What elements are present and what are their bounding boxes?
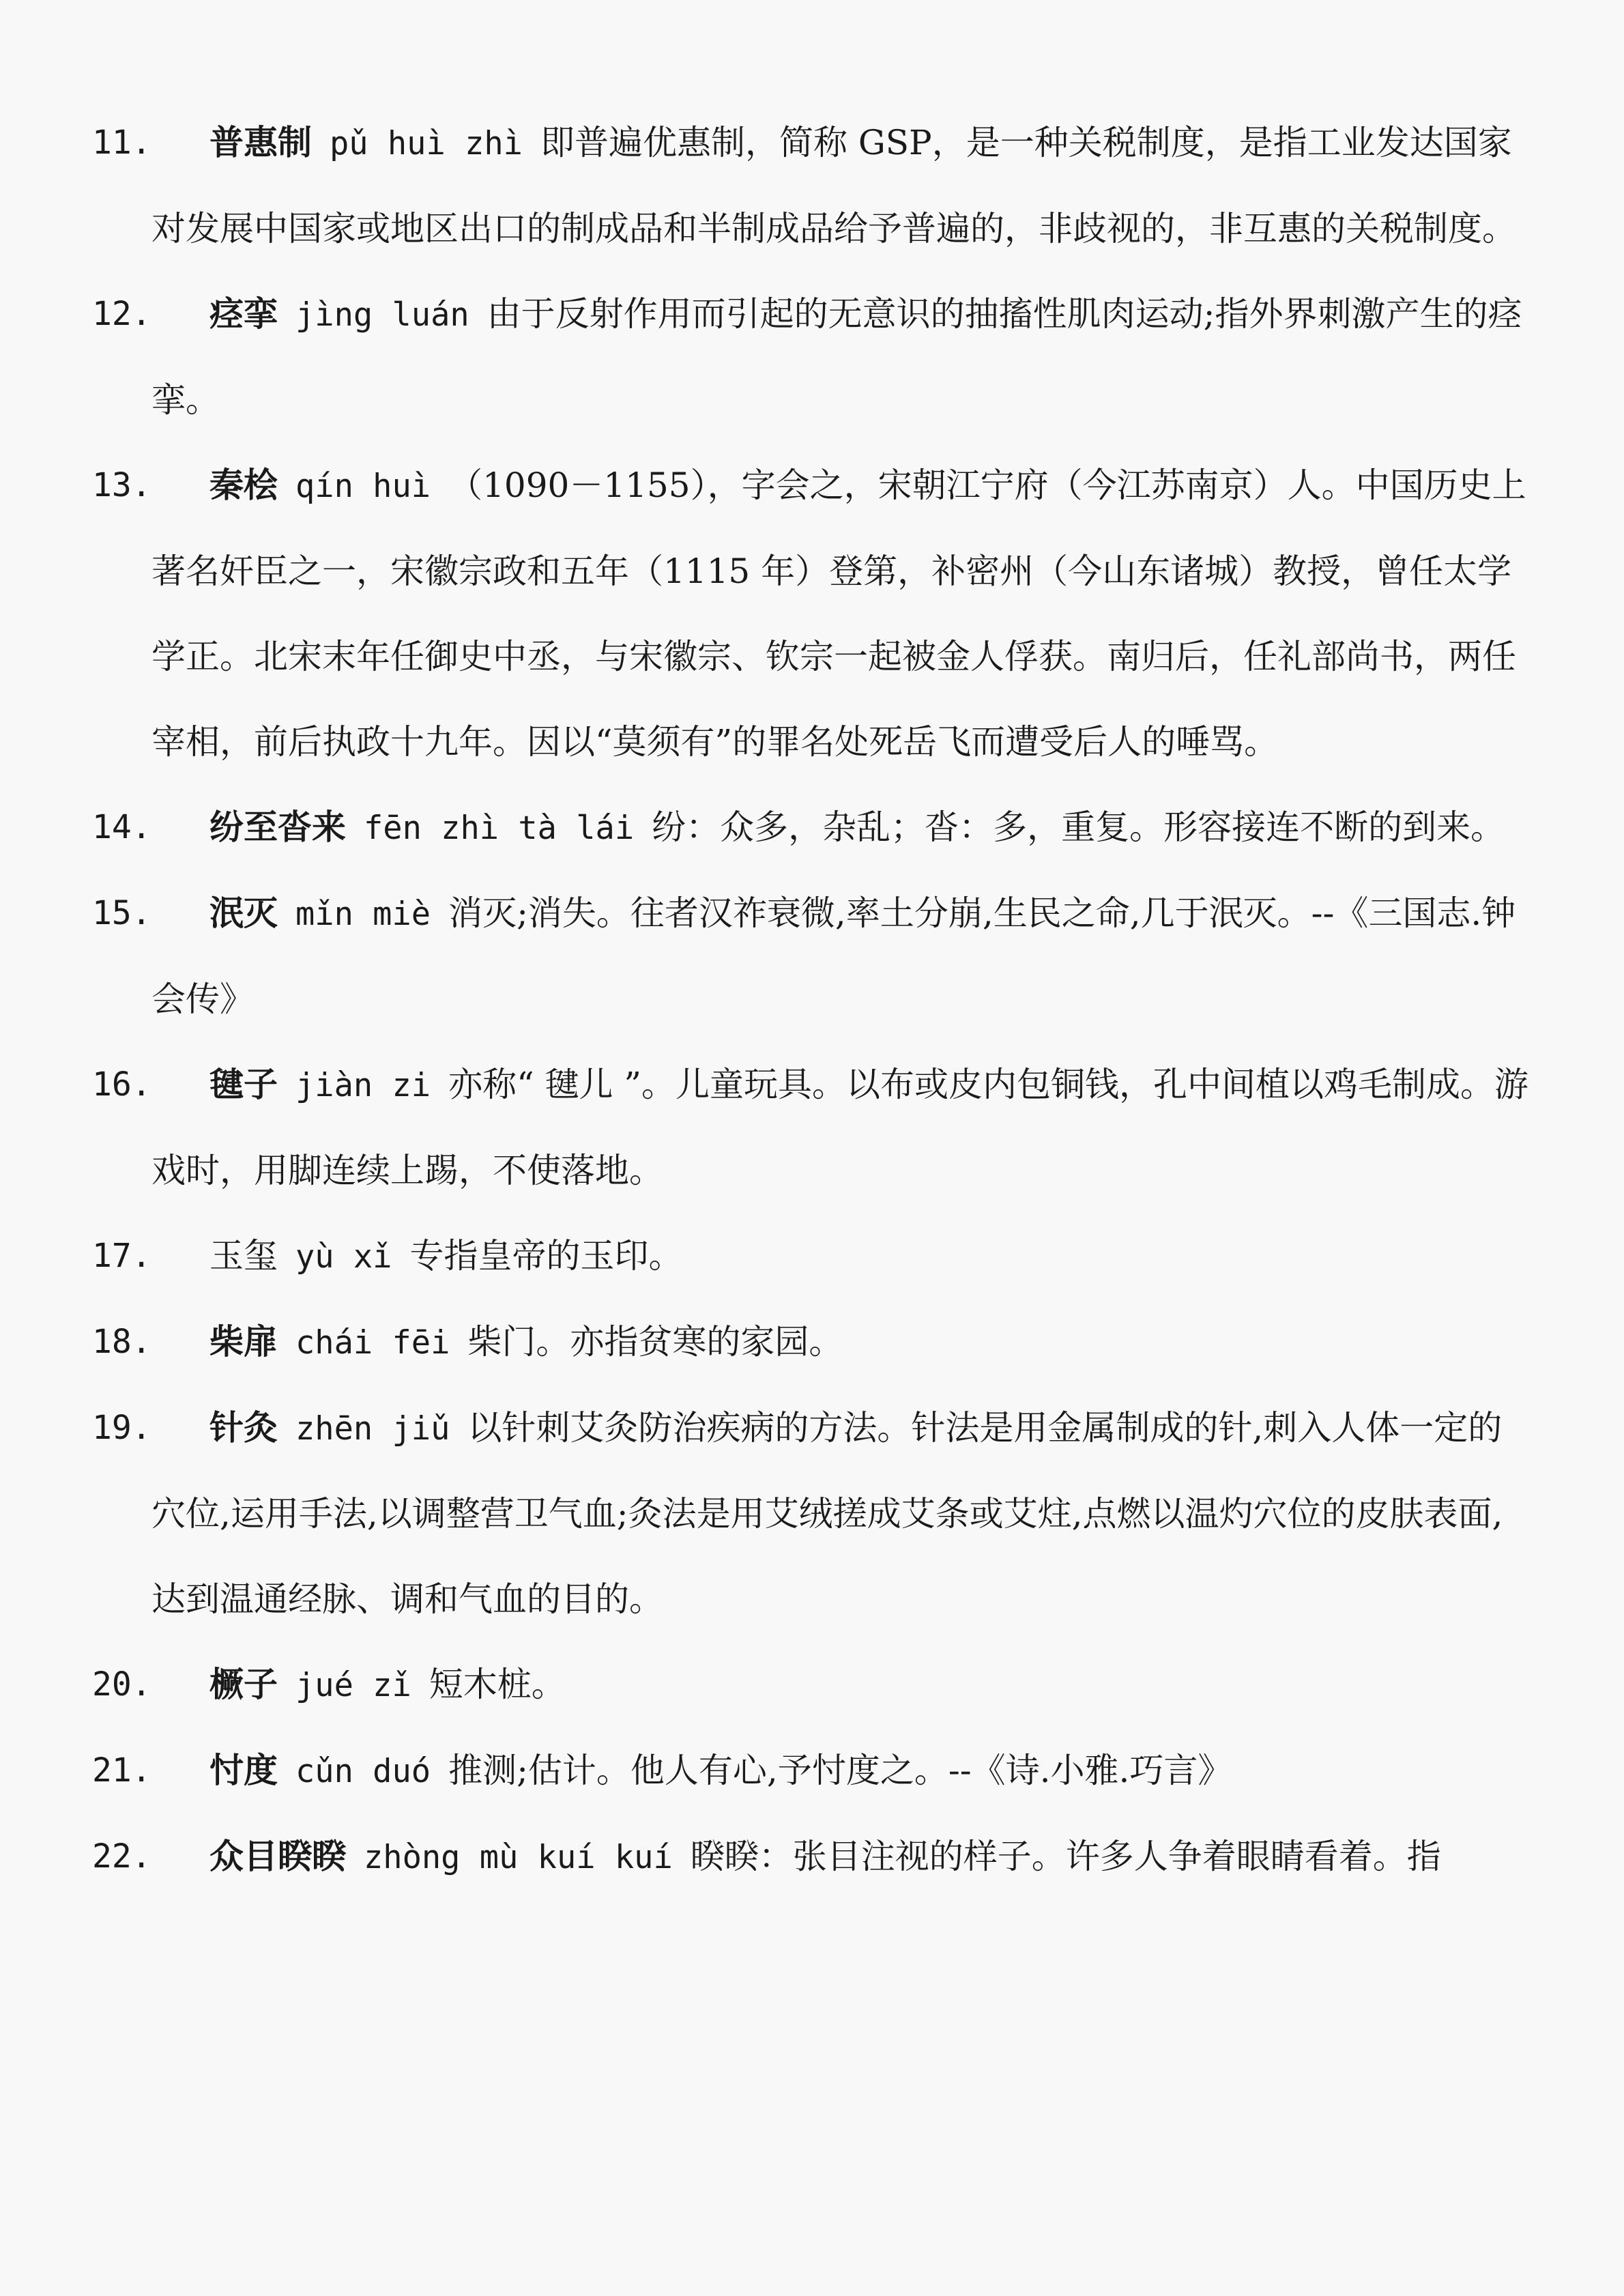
entry-definition: 消灭;消失。往者汉祚衰微,率土分崩,生民之命,几于泯灭。--《三国志.钟会传》 [151,893,1516,1019]
entry-pinyin: qín huì [295,468,431,505]
entry-term: 柴扉 [209,1322,278,1362]
entry-number: 11. [92,124,151,162]
entry-body [151,1642,1532,1728]
entry-term: 秦桧 [209,465,278,505]
entry-definition: 即普遍优惠制，简称 GSP，是一种关税制度，是指工业发达国家对发展中国家或地区出口的制成品和半制成品给予普遍的，非歧视的，非互惠的关税制度。 [151,123,1516,248]
entry-body [151,1386,1532,1642]
glossary-entry [0,443,1624,785]
glossary-entry [0,871,1624,1042]
entry-definition: 睽睽：张目注视的样子。许多人争着眼睛看着。指 [690,1837,1441,1876]
entry-number: 12. [92,295,151,333]
entry-definition: 短木桩。 [429,1665,566,1704]
entry-term: 毽子 [209,1065,278,1104]
entry-number: 17. [92,1237,151,1275]
glossary-entry [0,1300,1624,1386]
entry-pinyin: chái fēi [295,1324,450,1362]
entry-term: 忖度 [209,1751,278,1790]
entry-number: 15. [92,894,151,932]
glossary-list [0,100,1624,1900]
entry-body [151,443,1532,785]
entry-pinyin: jiàn zi [295,1067,431,1104]
entry-definition: 亦称“ 毽儿 ”。儿童玩具。以布或皮内包铜钱，孔中间植以鸡毛制成。游戏时，用脚连续上踢，不使落地。 [151,1065,1528,1190]
entry-pinyin: yù xǐ [295,1238,392,1276]
entry-definition: 纷：众多，杂乱；沓：多，重复。形容接连不断的到来。 [652,807,1505,847]
entry-number: 16. [92,1065,151,1104]
entry-term: 针灸 [209,1408,278,1448]
glossary-entry [0,100,1624,272]
entry-term: 橛子 [209,1665,278,1704]
entry-number: 14. [92,808,151,846]
entry-body [151,1214,1532,1300]
glossary-entry [0,272,1624,443]
entry-definition: 推测;估计。他人有心,予忖度之。--《诗.小雅.巧言》 [448,1751,1232,1790]
entry-number: 20. [92,1665,151,1704]
entry-number: 18. [92,1323,151,1361]
glossary-entry [0,1814,1624,1900]
entry-body [151,100,1532,272]
entry-term: 纷至沓来 [209,807,346,847]
entry-number: 22. [92,1837,151,1876]
glossary-entry [0,1642,1624,1728]
entry-body [151,1300,1532,1386]
entry-pinyin: fēn zhì tà lái [364,809,635,847]
entry-term: 痉挛 [209,294,278,334]
entry-term: 众目睽睽 [209,1837,346,1876]
entry-definition: 柴门。亦指贫寒的家园。 [467,1322,843,1362]
entry-body [151,871,1532,1042]
glossary-entry [0,1728,1624,1814]
entry-body [151,1814,1532,1900]
entry-pinyin: zhòng mù kuí kuí [364,1839,673,1876]
entry-pinyin: pǔ huì zhì [330,125,523,162]
entry-body [151,1728,1532,1814]
entry-term: 泯灭 [209,893,278,933]
glossary-entry [0,1214,1624,1300]
entry-pinyin: mǐn miè [295,895,431,933]
entry-pinyin: cǔn duó [295,1753,431,1790]
entry-definition: （1090－1155），字会之，宋朝江宁府（今江苏南京）人。中国历史上著名奸臣之一，宋徽宗政和五年（1115 年）登第，补密州（今山东诸城）教授，曾任太学学正。北宋末年任御史中丞，与宋徽宗、钦宗一起被金人俘获。南归后，任礼部尚书，两任宰相，前后执政十九年。因以“莫须有”的罪名处死岳飞而遭受后人的唾骂。 [151,465,1526,762]
glossary-entry [0,785,1624,871]
entry-body [151,272,1532,443]
glossary-entry [0,1042,1624,1214]
entry-pinyin: zhēn jiǔ [295,1410,450,1448]
entry-body [151,1042,1532,1214]
glossary-entry [0,1386,1624,1642]
entry-number: 13. [92,466,151,504]
entry-pinyin: jué zǐ [295,1667,411,1704]
entry-definition: 以针刺艾灸防治疾病的方法。针法是用金属制成的针,刺入人体一定的穴位,运用手法,以调整营卫气血;灸法是用艾绒搓成艾条或艾炷,点燃以温灼穴位的皮肤表面,达到温通经脉、调和气血的目的。 [151,1408,1503,1619]
entry-number: 21. [92,1751,151,1790]
entry-definition: 专指皇帝的玉印。 [409,1236,683,1276]
entry-term: 普惠制 [209,123,312,162]
entry-number: 19. [92,1409,151,1447]
entry-pinyin: jìng luán [295,296,469,334]
entry-term: 玉玺 [209,1236,278,1276]
entry-definition: 由于反射作用而引起的无意识的抽搐性肌肉运动;指外界刺激产生的痉挛。 [151,294,1522,420]
entry-body [151,785,1532,871]
